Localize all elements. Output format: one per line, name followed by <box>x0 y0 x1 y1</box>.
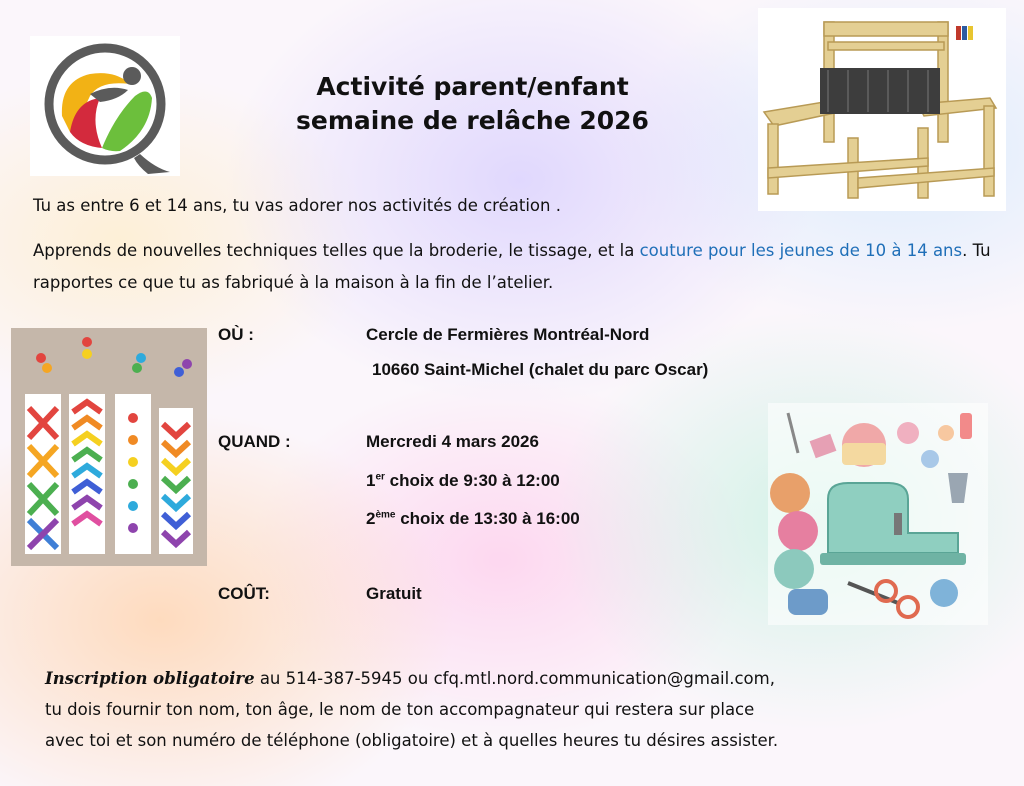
choice-1-number: 1 <box>366 471 376 490</box>
title-line-2: semaine de relâche 2026 <box>296 106 649 135</box>
choice-1-suffix: er <box>375 471 385 483</box>
bookmarks-icon <box>11 328 207 566</box>
registration-contact: au 514-387-5945 ou cfq.mtl.nord.communication@gmail.com, <box>254 669 775 688</box>
choice-1-text: choix de 9:30 à 12:00 <box>384 471 560 490</box>
sewing-icon <box>768 403 988 625</box>
registration-line-2: tu dois fournir ton nom, ton âge, le nom de ton accompagnateur qui restera sur place <box>45 700 755 719</box>
where-line-1: Cercle de Fermières Montréal-Nord <box>366 325 650 344</box>
choice-2-text: choix de 13:30 à 16:00 <box>395 509 580 528</box>
description-part-1: Apprends de nouvelles techniques telles que la broderie, le tissage, et la <box>33 241 640 260</box>
description-highlight: couture pour les jeunes de 10 à 14 ans <box>639 241 963 260</box>
loom-image <box>758 8 1006 211</box>
sewing-image <box>768 403 988 625</box>
choice-2-suffix: ème <box>375 509 396 521</box>
logo <box>30 36 180 176</box>
when-choice-1 <box>366 471 560 491</box>
page-title <box>200 70 745 138</box>
registration-line-1 <box>45 663 1005 694</box>
when-choice-2 <box>366 509 580 529</box>
registration-required: Inscription obligatoire <box>45 669 255 688</box>
cost-label: COÛT: <box>218 584 270 603</box>
registration-text <box>45 663 1005 756</box>
when-label: QUAND : <box>218 432 291 451</box>
intro-text: Tu as entre 6 et 14 ans, tu vas adorer nos activités de création . <box>33 196 561 215</box>
description-part-2: . Tu rapportes ce que tu as fabriqué à la maison à la fin de l’atelier. <box>33 241 991 292</box>
registration-line-3: avec toi et son numéro de téléphone (obligatoire) et à quelles heures tu désires assister. <box>45 731 779 750</box>
bookmarks-image <box>11 328 207 566</box>
where-label: OÙ : <box>218 325 254 344</box>
when-date: Mercredi 4 mars 2026 <box>366 432 539 451</box>
description-text <box>33 235 993 299</box>
loom-icon <box>758 8 1006 211</box>
choice-2-number: 2 <box>366 509 376 528</box>
logo-icon <box>30 36 180 176</box>
title-line-1: Activité parent/enfant <box>316 72 629 101</box>
where-line-2: 10660 Saint-Michel (chalet du parc Oscar) <box>372 360 709 379</box>
cost-value: Gratuit <box>366 584 422 603</box>
